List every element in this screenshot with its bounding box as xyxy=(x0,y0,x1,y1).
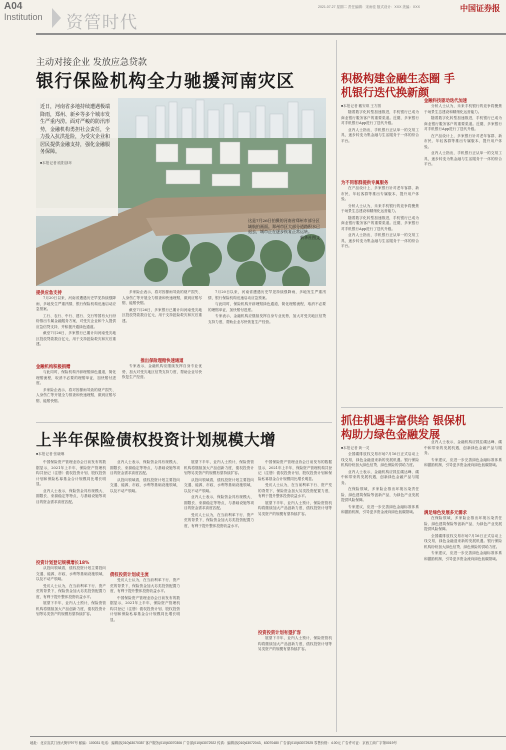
article3-col2 xyxy=(424,98,502,400)
paragraph: 分析人士认为，未来手机银行的竞争将聚焦于场景生态建设和精细化运营能力。 xyxy=(341,203,419,213)
divider xyxy=(341,407,503,408)
article4-body-1 xyxy=(341,452,419,732)
paragraph: 在产品设计上，多家银行针对老年客群、新市民、年轻客群等推出专属版本，提升用户体验。 xyxy=(424,133,502,149)
paragraph: 展望下半年，业内人士预计，保险资管机构将继续加大产品创新力度，债权投资计划等另类资产的规模有望持续扩容。 xyxy=(258,500,332,516)
paragraph: 从投向领域看，债权投资计划主要投向交通、能源、市政、水利等基础设施领域，以及不动产领域。 xyxy=(110,477,180,493)
article4-col1 xyxy=(341,452,419,732)
paragraph: 在保险领域，多家险企推出环境污染责任险、绿色建筑保险等创新产品，为绿色产业发展提供风险保障。 xyxy=(424,516,502,531)
article4-col2 xyxy=(424,440,502,732)
article1-body-2 xyxy=(36,370,116,418)
paragraph: 中国保险资产管理业协会日前发布的数据显示，2021年上半年，保险资产管理机构共登记（注册）债权投资计划、股权投资计划和保险私募基金合计规模同比增长明显。 xyxy=(36,460,106,486)
section-code: A04 xyxy=(4,1,23,12)
paragraph: 分析人士认为，未来手机银行的竞争将聚焦于场景生态建设和精细化运营能力。 xyxy=(424,104,502,114)
paragraph: 与此同时，保险机构开辟理赔绿色通道，简化理赔流程，取消不必要的理赔单证，加快赔付进度。 xyxy=(36,370,116,385)
paragraph: 业内人士指出，手机银行正从单一的交易工具，逐步转变为集金融与生活服务于一体的综合平台。 xyxy=(341,233,419,248)
article1-headline: 银行保险机构全力驰援河南灾区 xyxy=(36,72,295,92)
article2-subhead-3: 投资投资计划有望扩容 xyxy=(258,631,301,636)
article3-headline-text: 积极构建金融生态圈 手机银行迭代换新颜 xyxy=(341,72,455,99)
paragraph: 随着数字化转型加速推进，手机银行已成为商业银行服务客户的重要渠道。近期，多家银行对手机银行App进行了迭代升级。 xyxy=(424,116,502,131)
article1-body-4 xyxy=(208,290,326,418)
article3-body-1 xyxy=(341,110,419,180)
footer-info: 地址：北京宣武门西大街甲97号 邮编：100031 电话：编辑部(010)63070357 客户服务(010)63070306 广告部(010)63072922 传真：编辑部(010)63072043、63070480 广告部(010)63072925 零售价格：4.00元 广告许可证：京西工商广字第0019号 xyxy=(30,741,397,745)
article3-body-1b xyxy=(341,186,419,396)
article1-lead xyxy=(40,104,112,167)
article1-byline: ■本报记者 欧阳剑环 xyxy=(40,160,72,165)
newspaper-logo: 中国证券报 xyxy=(460,3,500,13)
article4-body-2 xyxy=(424,440,502,510)
paragraph: 专家表示，金融机构应继续发挥自身专业优势，加大对受灾地区信贷支持力度，帮助企业尽快恢复生产经营。 xyxy=(208,314,326,324)
article2-body-4b xyxy=(258,636,332,726)
paragraph: 业内人士表示，保险资金具有规模大、期限长、来源稳定等特点，与基础设施等项目的资金需求高度匹配。 xyxy=(184,495,254,510)
paragraph: 受访人士认为，在当前利率下行、资产荒的背景下，保险资金加大另类投资配置力度，有利于提升整体投资收益水平。 xyxy=(110,578,180,593)
paragraph: 截至7月26日，多家银行已累计向河南受灾地区投放贷款数百亿元，用于支持抢险救灾和灾后重建。 xyxy=(122,307,202,323)
article3-col1 xyxy=(341,110,419,400)
article1-body-2b xyxy=(122,290,202,358)
article4-byline: ■本报记者 黄一灵 xyxy=(341,446,370,450)
paragraph: 在保险领域，多家险企推出环境污染责任险、绿色建筑保险等创新产品，为绿色产业发展提供风险保障。 xyxy=(341,487,419,502)
article1-subhead-2: 金融机构积极捐赠 xyxy=(36,365,71,370)
paragraph: 展望下半年，业内人士预计，保险资管机构将继续加大产品创新力度，债权投资计划等另类资产的规模有望持续扩容。 xyxy=(36,601,106,616)
article2-col3 xyxy=(184,460,254,732)
paragraph: 在产品设计上，多家银行针对老年客群、新市民、年轻客群等推出专属版本，提升用户体验。 xyxy=(341,186,419,201)
article2-col1 xyxy=(36,460,106,732)
paragraph: 展望下半年，业内人士预计，保险资管机构将继续加大产品创新力度，债权投资计划等另类资产的规模有望持续扩容。 xyxy=(184,460,254,475)
article3-headline xyxy=(341,72,461,100)
article1-col2 xyxy=(122,290,202,418)
article1-body-1 xyxy=(36,296,116,364)
article3-byline: ■本报记者 戴安琪 王方圆 xyxy=(341,104,382,108)
caption-text: 这是7月26日拍摄的河南省郑州市部分区域航拍画面。郑州市区大部分道路积水已退去，城市正在逐步恢复正常运转。 xyxy=(248,218,320,235)
column-divider xyxy=(336,40,337,732)
article1-lead-text: 近日，河南省多地持续遭遇极端降雨，郑州、新乡等多个城市发生严重内涝。面对严峻的防汛形势，金融机构勇担社会责任，全力投入抗洪抢险，为受灾企业和居民提供金融支持，强化金融服务保障。 xyxy=(40,104,111,155)
article4-headline xyxy=(341,414,471,442)
article1-body-3 xyxy=(122,364,202,414)
section-arrow-icon xyxy=(52,8,61,28)
article2-col4 xyxy=(258,460,332,732)
article1-col3 xyxy=(208,290,326,418)
article1-photo-caption xyxy=(248,218,320,240)
paragraph: 多家险企表示，将对因暴雨导致的财产损失、人身伤亡等开展全力排查和快速理赔，做到应赔尽赔、能赔快赔。 xyxy=(122,290,202,305)
paragraph: 受访人士认为，在当前利率下行、资产荒的背景下，保险资金加大另类投资配置力度，有利于提升整体投资收益水平。 xyxy=(184,512,254,528)
paragraph: 工行、农行、中行、建行、交行等国有大行纷纷推出专属金融服务方案，对受灾企业和个人提供应急信贷支持，并积极开通绿色通道。 xyxy=(36,313,116,329)
paragraph: 中国保险资产管理业协会日前发布的数据显示，2021年上半年，保险资产管理机构共登记（注册）债权投资计划、股权投资计划和保险私募基金合计规模同比增长明显。 xyxy=(110,595,180,622)
paragraph: 专家建议，应进一步完善绿色金融标准体系和激励机制，引导更多资金流向绿色低碳领域。 xyxy=(424,551,502,561)
article3-subhead-2: 金融科技驱动迭代加速 xyxy=(424,99,467,104)
article1-col1 xyxy=(36,290,116,418)
article2-subhead-2: 债权投资计划成主流 xyxy=(110,573,149,578)
article2-body-1 xyxy=(36,460,106,560)
paragraph: 专家表示，金融机构应继续发挥自身专业优势，加大对受灾地区信贷支持力度，帮助企业尽快恢复生产经营。 xyxy=(122,364,202,379)
article2-body-1b xyxy=(36,566,106,726)
article2-byline: ■本报记者 张晓琳 xyxy=(36,452,65,456)
header-rule xyxy=(36,33,506,35)
article4-body-2b xyxy=(424,516,502,726)
paragraph: 业内人士表示，金融机构应抓住碳达峰、碳中和带来的发展机遇，创新绿色金融产品与服务。 xyxy=(424,440,502,455)
article2-col2 xyxy=(110,460,180,732)
paragraph: 7月20日以来，河南省遭遇历史罕见持续强降雨，多地发生严重汛情，银行保险机构迅速启动应急预案。 xyxy=(36,296,116,311)
article2-body-2b xyxy=(110,578,180,728)
paragraph: 多家险企表示，将对因暴雨导致的财产损失、人身伤亡等开展全力排查和快速理赔，做到应赔尽赔、能赔快赔。 xyxy=(36,387,116,403)
article3-body-2 xyxy=(424,104,502,396)
article4-headline-text: 抓住机遇丰富供给 银保机构助力绿色金融发展 xyxy=(341,414,466,441)
paragraph: 全国碳排放权交易市场7月16日正式启动上线交易，绿色金融迎来新的发展机遇。银行保险机构纷纷加大绿色信贷、绿色保险的供给力度。 xyxy=(424,533,502,549)
paragraph: 业内人士表示，金融机构应抓住碳达峰、碳中和带来的发展机遇，创新绿色金融产品与服务。 xyxy=(341,469,419,485)
paragraph: 业内人士表示，保险资金具有规模大、期限长、来源稳定等特点，与基础设施等项目的资金需求高度匹配。 xyxy=(110,460,180,475)
paragraph: 受访人士认为，在当前利率下行、资产荒的背景下，保险资金加大另类投资配置力度，有利于提升整体投资收益水平。 xyxy=(36,583,106,599)
paragraph: 截至7月26日，多家银行已累计向河南受灾地区投放贷款数百亿元，用于支持抢险救灾和灾后重建。 xyxy=(36,331,116,346)
footer-rule xyxy=(30,736,506,737)
paragraph: 受访人士认为，在当前利率下行、资产荒的背景下，保险资金加大另类投资配置力度，有利于提升整体投资收益水平。 xyxy=(258,483,332,498)
article1-subhead-3: 推出保险理赔快速通道 xyxy=(140,359,184,364)
paragraph: 业内人士表示，保险资金具有规模大、期限长、来源稳定等特点，与基础设施等项目的资金需求高度匹配。 xyxy=(36,488,106,504)
paragraph: 从投向领域看，债权投资计划主要投向交通、能源、市政、水利等基础设施领域，以及不动产领域。 xyxy=(36,566,106,581)
article2-subhead-1: 投资计划登记规模增长18% xyxy=(36,561,90,566)
article1-kicker: 主动对接企业 发放应急贷款 xyxy=(36,58,147,68)
article4-subhead-1: 满足绿色发展多元需求 xyxy=(424,511,467,516)
paragraph: 随着数字化转型加速推进，手机银行已成为商业银行服务客户的重要渠道。近期，多家银行对手机银行App进行了迭代升级。 xyxy=(341,215,419,231)
paragraph: 展望下半年，业内人士预计，保险资管机构将继续加大产品创新力度，债权投资计划等另类资产的规模有望持续扩容。 xyxy=(258,636,332,651)
paragraph: 专家建议，应进一步完善绿色金融标准体系和激励机制，引导更多资金流向绿色低碳领域。 xyxy=(424,457,502,467)
paragraph: 全国碳排放权交易市场7月16日正式启动上线交易，绿色金融迎来新的发展机遇。银行保险机构纷纷加大绿色信贷、绿色保险的供给力度。 xyxy=(341,452,419,467)
paragraph: 与此同时，保险机构开辟理赔绿色通道，简化理赔流程，取消不必要的理赔单证，加快赔付进度。 xyxy=(208,302,326,312)
paragraph: 中国保险资产管理业协会日前发布的数据显示，2021年上半年，保险资产管理机构共登记（注册）债权投资计划、股权投资计划和保险私募基金合计规模同比增长明显。 xyxy=(258,460,332,481)
issue-meta: 2021.07.27 星期二 责任编辑：宋雨佳 版式设计：XXX 美编：XXX xyxy=(318,5,420,9)
paragraph: 7月20日以来，河南省遭遇历史罕见持续强降雨，多地发生严重汛情，银行保险机构迅速启动应急预案。 xyxy=(208,290,326,300)
section-name-en: Institution xyxy=(4,12,43,22)
paragraph: 业内人士指出，手机银行正从单一的交易工具，逐步转变为集金融与生活服务于一体的综合平台。 xyxy=(341,127,419,143)
section-title: 资管时代 xyxy=(66,13,138,32)
divider xyxy=(36,422,332,423)
article2-body-3 xyxy=(184,460,254,732)
paragraph: 随着数字化转型加速推进，手机银行已成为商业银行服务客户的重要渠道。近期，多家银行对手机银行App进行了迭代升级。 xyxy=(341,110,419,125)
caption-credit: 新华社图文 xyxy=(300,234,320,240)
article1-subhead-1: 提供应急支持 xyxy=(36,291,62,296)
article3-subhead-1: 为不同客群提供专属服务 xyxy=(341,181,389,186)
article2-body-4 xyxy=(258,460,332,630)
paragraph: 业内人士指出，手机银行正从单一的交易工具，逐步转变为集金融与生活服务于一体的综合平台。 xyxy=(424,151,502,166)
paragraph: 专家建议，应进一步完善绿色金融标准体系和激励机制，引导更多资金流向绿色低碳领域。 xyxy=(341,504,419,514)
paragraph: 从投向领域看，债权投资计划主要投向交通、能源、市政、水利等基础设施领域，以及不动产领域。 xyxy=(184,477,254,493)
article2-headline: 上半年保险债权投资计划规模大增 xyxy=(36,431,277,449)
article2-body-2 xyxy=(110,460,180,572)
